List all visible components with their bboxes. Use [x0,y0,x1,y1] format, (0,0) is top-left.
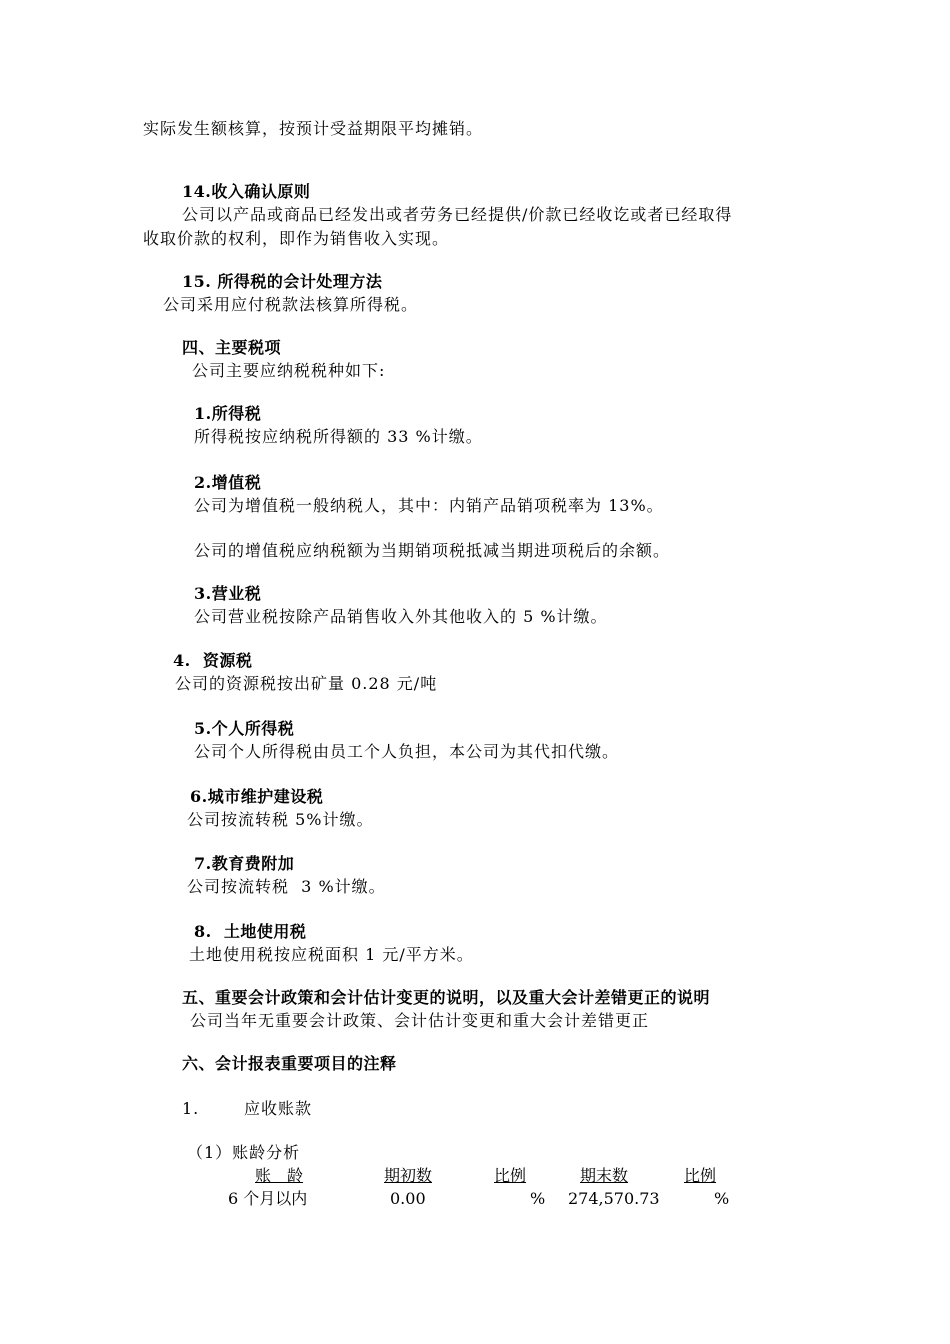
tax-5-text: 公司个人所得税由员工个人负担，本公司为其代扣代缴。 [194,742,620,761]
section-4-title: 四、主要税项 [182,338,282,357]
tax-1-title: 1.所得税 [194,404,262,423]
tax-8-title: 8. 土地使用税 [194,922,307,941]
tax-2-text-2: 公司的增值税应纳税额为当期销项税抵减当期进项税后的余额。 [194,541,671,560]
section-5-title: 五、重要会计政策和会计估计变更的说明，以及重大会计差错更正的说明 [182,988,711,1007]
table-cell-ratio-2: % [714,1189,730,1208]
section-6-title: 六、会计报表重要项目的注释 [182,1054,397,1073]
section-4-intro: 公司主要应纳税税种如下: [192,361,386,380]
aging-analysis-title: （1）账龄分析 [187,1143,301,1162]
tax-3-text: 公司营业税按除产品销售收入外其他收入的 5 %计缴。 [194,607,608,626]
tax-2-text-1: 公司为增值税一般纳税人，其中：内销产品销项税率为 13%。 [194,496,664,515]
section-14-title: 14.收入确认原则 [182,182,311,201]
table-cell-opening: 0.00 [390,1189,426,1208]
tax-8-text: 土地使用税按应税面积 1 元/平方米。 [189,945,474,964]
table-header-closing: 期末数 [580,1166,629,1185]
tax-3-title: 3.营业税 [194,584,262,603]
tax-6-text: 公司按流转税 5%计缴。 [187,810,374,829]
tax-4-text: 公司的资源税按出矿量 0.28 元/吨 [175,674,438,693]
tax-6-title: 6.城市维护建设税 [190,787,324,806]
item-1-number: 1. [182,1099,200,1118]
section-15-text: 公司采用应付税款法核算所得税。 [163,295,419,314]
tax-2-title: 2.增值税 [194,473,262,492]
table-header-ratio-2: 比例 [684,1166,717,1185]
table-header-opening: 期初数 [384,1166,433,1185]
table-header-ratio-1: 比例 [494,1166,527,1185]
tax-7-text: 公司按流转税 3 %计缴。 [187,877,386,896]
item-1-label: 应收账款 [244,1099,313,1118]
tax-7-title: 7.教育费附加 [194,854,295,873]
tax-4-title: 4. 资源税 [173,651,253,670]
section-5-text: 公司当年无重要会计政策、会计估计变更和重大会计差错更正 [190,1011,650,1030]
section-14-text-2: 收取价款的权利，即作为销售收入实现。 [143,229,450,248]
table-cell-aging: 6 个月以内 [228,1189,308,1208]
table-cell-closing: 274,570.73 [568,1189,660,1208]
table-header-aging: 账 龄 [255,1166,304,1185]
tax-1-text: 所得税按应纳税所得额的 33 %计缴。 [194,427,483,446]
tax-5-title: 5.个人所得税 [194,719,295,738]
section-14-text-1: 公司以产品或商品已经发出或者劳务已经提供/价款已经收讫或者已经取得 [182,205,733,224]
section-15-title: 15. 所得税的会计处理方法 [182,272,383,291]
table-cell-ratio-1: % [530,1189,546,1208]
amortization-text: 实际发生额核算，按预计受益期限平均摊销。 [143,119,484,138]
